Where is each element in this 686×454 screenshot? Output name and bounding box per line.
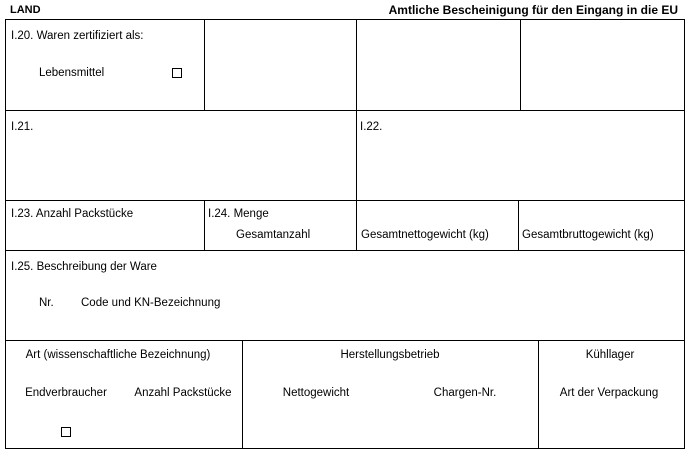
box-i20-label: I.20. Waren zertifiziert als:	[11, 30, 144, 42]
total-net-weight-label: Gesamtnettogewicht (kg)	[361, 229, 489, 241]
divider-r3-c	[518, 200, 519, 250]
box-i22-label: I.22.	[360, 121, 383, 133]
divider-row4	[5, 340, 685, 341]
col-number-label: Nr.	[39, 297, 54, 309]
divider-row1	[5, 110, 685, 111]
divider-row2	[5, 200, 685, 201]
box-i25-label: I.25. Beschreibung der Ware	[11, 261, 157, 273]
food-option-label: Lebensmittel	[39, 67, 105, 79]
box-i21-label: I.21.	[11, 121, 34, 133]
box-i24-label: I.24. Menge	[208, 208, 269, 220]
divider-r5-b	[538, 340, 539, 449]
manufacturing-plant-label: Herstellungsbetrieb	[340, 349, 440, 361]
packaging-type-label: Art der Verpackung	[559, 387, 659, 399]
divider-r3-b	[356, 200, 357, 250]
certificate-title: Amtliche Bescheinigung für den Eingang in die EU	[388, 3, 678, 17]
food-checkbox[interactable]	[172, 68, 182, 78]
divider-r2	[356, 110, 357, 200]
final-consumer-label: Endverbraucher	[25, 387, 107, 399]
divider-r5-a	[242, 340, 243, 449]
country-label: LAND	[10, 4, 41, 16]
divider-r1-a	[204, 19, 205, 110]
divider-row3	[5, 250, 685, 251]
total-gross-weight-label: Gesamtbruttogewicht (kg)	[522, 229, 654, 241]
box-i23-label: I.23. Anzahl Packstücke	[11, 208, 134, 220]
species-label: Art (wissenschaftliche Bezeichnung)	[25, 349, 211, 361]
col-code-label: Code und KN-Bezeichnung	[81, 297, 221, 309]
divider-r3-a	[204, 200, 205, 250]
total-quantity-label: Gesamtanzahl	[236, 229, 311, 241]
number-of-packages-label: Anzahl Packstücke	[134, 387, 232, 399]
cold-store-label: Kühllager	[585, 349, 635, 361]
net-weight-label: Nettogewicht	[282, 387, 350, 399]
divider-r1-c	[520, 19, 521, 110]
divider-r1-b	[356, 19, 357, 110]
batch-number-label: Chargen-Nr.	[433, 387, 497, 399]
final-consumer-checkbox[interactable]	[61, 427, 71, 437]
